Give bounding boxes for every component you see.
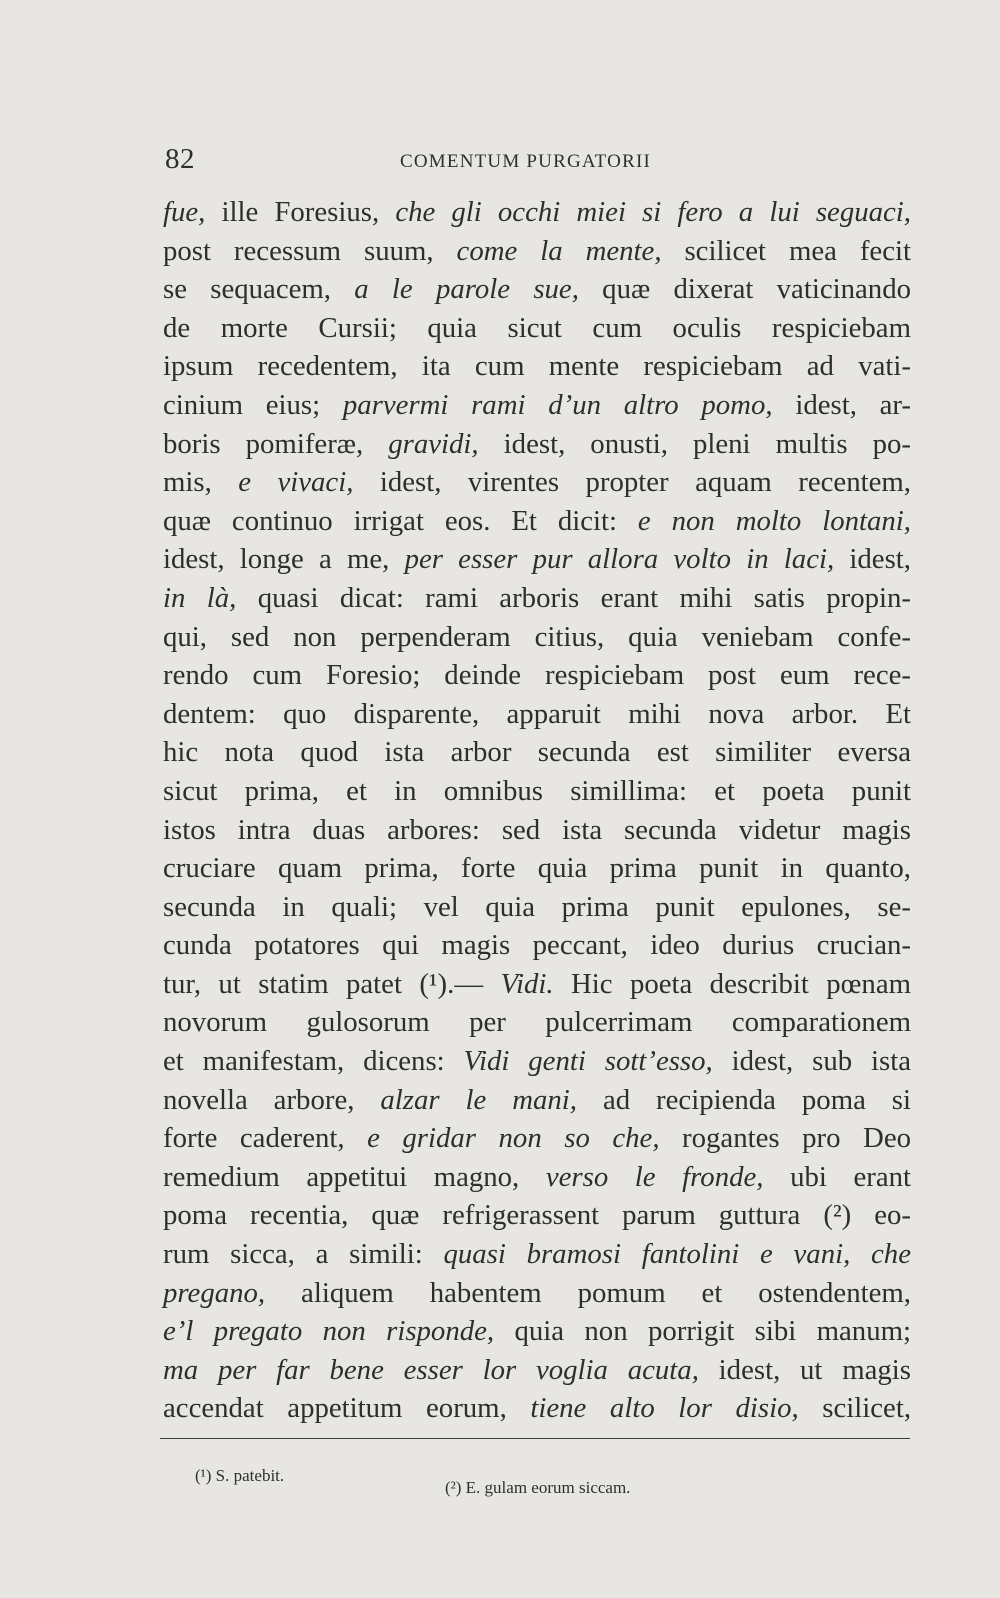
text-line	[163, 270, 911, 309]
italic-quotation: e vivaci,	[238, 466, 354, 499]
italic-quotation: quasi bramosi fantolini e vani, che	[443, 1238, 911, 1271]
text-line	[163, 1312, 911, 1351]
italic-quotation: e gridar non so che,	[367, 1122, 660, 1155]
text-segment: scilicet mea fecit	[661, 234, 911, 267]
text-line	[163, 965, 911, 1004]
text-segment: sicut prima, et in omnibus simillima: et poeta punit	[163, 774, 911, 807]
text-line	[163, 772, 911, 811]
text-segment: cruciare quam prima, forte quia prima punit in quanto,	[163, 852, 911, 885]
text-line	[163, 309, 911, 348]
running-title: COMENTUM PURGATORII	[400, 151, 651, 172]
text-segment: idest, onusti, pleni multis po-	[478, 427, 911, 460]
italic-quotation: gravidi,	[388, 427, 479, 460]
text-segment: forte caderent,	[163, 1122, 368, 1155]
italic-quotation: e’l pregato non risponde,	[163, 1315, 495, 1348]
text-segment: qui, sed non perpenderam citius, quia veniebam confe-	[163, 620, 911, 653]
italic-quotation: Vidi.	[500, 967, 554, 1000]
italic-quotation: ma per far bene esser lor voglia acuta,	[163, 1353, 699, 1386]
italic-quotation: parvermi rami d’un altro pomo,	[342, 388, 773, 421]
text-segment: idest, longe a me,	[163, 543, 405, 576]
italic-quotation: come la mente,	[456, 234, 662, 267]
italic-quotation: Vidi genti sott’esso,	[463, 1045, 713, 1078]
text-line	[163, 1274, 911, 1313]
footnote-rule	[160, 1438, 910, 1439]
text-segment: dentem: quo disparente, apparuit mihi nova arbor. Et	[163, 697, 911, 730]
text-segment: novorum gulosorum per pulcerrimam comparationem	[163, 1006, 911, 1039]
text-segment: idest, ut magis	[698, 1353, 911, 1386]
text-line	[163, 1235, 911, 1274]
text-segment: accendat appetitum eorum,	[163, 1392, 531, 1425]
text-line	[163, 540, 911, 579]
text-segment: quæ dixerat vaticinando	[578, 273, 911, 306]
text-segment: ille Foresius,	[205, 196, 396, 228]
italic-quotation: a le parole sue,	[354, 273, 579, 306]
text-line	[163, 618, 911, 657]
text-line	[163, 656, 911, 695]
italic-quotation: verso le fronde,	[545, 1160, 764, 1193]
page-number: 82	[165, 143, 195, 175]
text-segment: secunda in quali; vel quia prima punit epulones, se-	[163, 890, 911, 923]
text-line	[163, 1158, 911, 1197]
text-line	[163, 1003, 911, 1042]
text-line	[163, 1196, 911, 1235]
text-segment: Hic poeta describit pœnam	[553, 967, 912, 1000]
text-line	[163, 1351, 911, 1390]
text-line	[163, 386, 911, 425]
text-line	[163, 463, 911, 502]
text-segment: ipsum recedentem, ita cum mente respiciebam ad vati-	[163, 350, 911, 383]
footnote-1: (¹) S. patebit.	[195, 1466, 285, 1485]
text-line	[163, 425, 911, 464]
text-segment: se sequacem,	[163, 273, 355, 306]
text-line	[163, 695, 911, 734]
footnotes	[195, 1466, 895, 1506]
text-segment: idest,	[834, 543, 911, 576]
italic-quotation: fue,	[163, 196, 206, 228]
text-segment: remedium appetitui magno,	[163, 1160, 546, 1193]
text-segment: boris pomiferæ,	[163, 427, 389, 460]
text-segment: novella arbore,	[163, 1083, 381, 1116]
text-line	[163, 502, 911, 541]
text-segment: hic nota quod ista arbor secunda est similiter eversa	[163, 736, 911, 769]
text-segment: et manifestam, dicens:	[163, 1045, 464, 1078]
italic-quotation: per esser pur allora volto in laci,	[404, 543, 835, 576]
text-segment: poma recentia, quæ refrigerassent parum guttura (²) eo-	[163, 1199, 911, 1232]
text-segment: aliquem habentem pomum et ostendentem,	[265, 1276, 911, 1309]
text-segment: ad recipienda poma si	[577, 1083, 912, 1116]
italic-quotation: che gli occhi miei si fero a lui seguaci,	[395, 196, 911, 228]
text-segment: mis,	[163, 466, 239, 499]
commentary-text	[163, 193, 911, 1428]
text-line	[163, 232, 911, 271]
text-line	[163, 888, 911, 927]
text-segment: idest, ar-	[772, 388, 912, 421]
text-segment: rum sicca, a simili:	[163, 1238, 444, 1271]
text-line	[163, 193, 911, 232]
text-segment: quia non porrigit sibi manum;	[494, 1315, 911, 1348]
text-line	[163, 733, 911, 772]
text-segment: tur, ut statim patet (¹).—	[163, 967, 501, 1000]
text-line	[163, 926, 911, 965]
page-header	[165, 143, 910, 183]
text-segment: quasi dicat: rami arboris erant mihi satis propin-	[236, 581, 911, 614]
text-segment: istos intra duas arbores: sed ista secunda videtur magis	[163, 813, 911, 846]
footnote-2: (²) E. gulam eorum siccam.	[445, 1478, 631, 1497]
text-line	[163, 1389, 911, 1428]
text-line	[163, 1081, 911, 1120]
text-line	[163, 849, 911, 888]
text-segment: idest, sub ista	[712, 1045, 911, 1078]
text-segment: cunda potatores qui magis peccant, ideo durius crucian-	[163, 929, 911, 962]
italic-quotation: pregano,	[163, 1276, 266, 1309]
text-segment: rendo cum Foresio; deinde respiciebam post eum rece-	[163, 659, 911, 692]
text-segment: post recessum suum,	[163, 234, 457, 267]
italic-quotation: in là,	[163, 581, 237, 614]
text-segment: ubi erant	[763, 1160, 911, 1193]
text-line	[163, 1042, 911, 1081]
text-line	[163, 347, 911, 386]
text-segment: de morte Cursii; quia sicut cum oculis respiciebam	[163, 311, 911, 344]
italic-quotation: alzar le mani,	[380, 1083, 578, 1116]
text-line	[163, 811, 911, 850]
text-segment: idest, virentes propter aquam recentem,	[353, 466, 911, 499]
text-line	[163, 579, 911, 618]
text-line	[163, 1119, 911, 1158]
text-segment: quæ continuo irrigat eos. Et dicit:	[163, 504, 638, 537]
text-segment: cinium eius;	[163, 388, 343, 421]
italic-quotation: e non molto lontani,	[637, 504, 911, 537]
text-segment: rogantes pro Deo	[659, 1122, 911, 1155]
italic-quotation: tiene alto lor disio,	[530, 1392, 799, 1425]
text-segment: scilicet,	[798, 1392, 912, 1425]
